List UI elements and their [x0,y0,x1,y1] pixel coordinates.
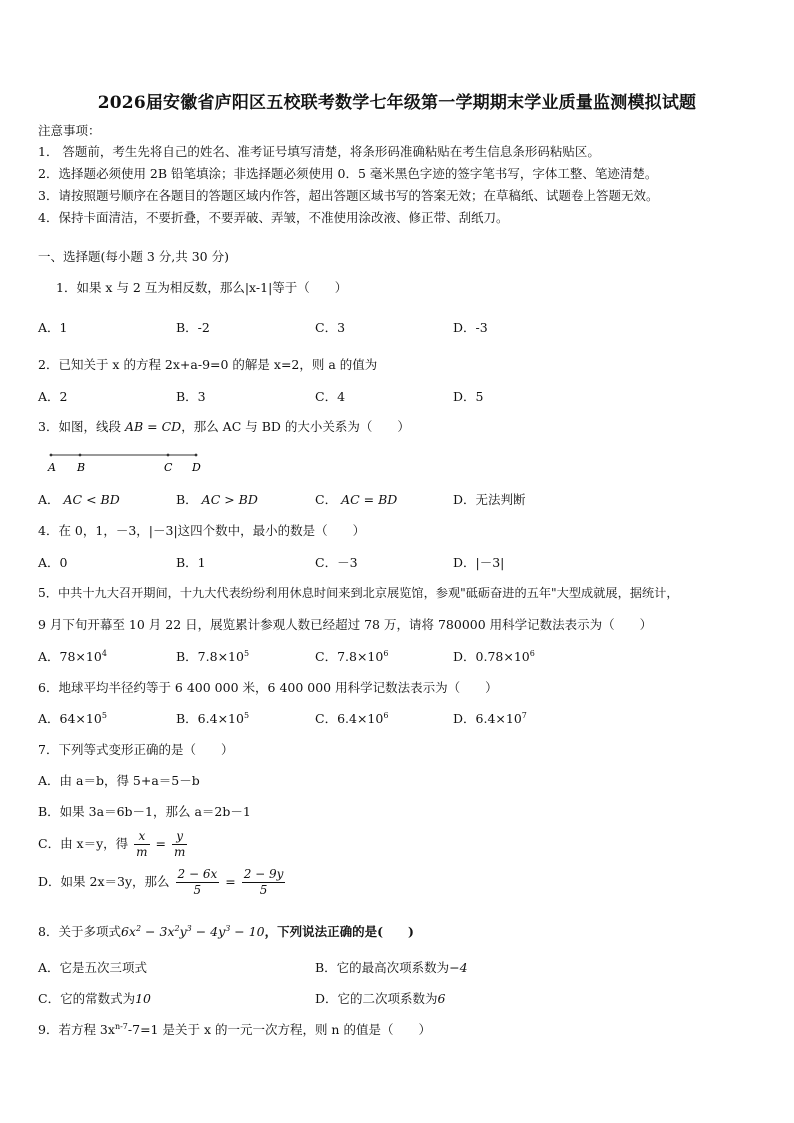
point-label-a: A [48,461,56,474]
fraction: $\frac{2 - 6x}{5}$ [177,867,218,897]
q6-option-d: D．$6.4\times 10^7$ [453,710,527,726]
option-text: 无法判断 [475,492,526,507]
option-label: B． [176,492,198,507]
question-1-stem: 1．如果 x 与 2 互为相反数，那么|x-1|等于（ ） [56,280,348,295]
fraction: $\frac{y}{m}$ [173,829,186,859]
q5-option-b: B．$7.8\times 10^5$ [176,648,250,664]
option-math: AC < BD [63,492,120,507]
q1-option-b: B．-2 [176,320,210,335]
q5-option-c: C．$7.8\times 10^6$ [315,648,389,664]
question-5-stem-line2: 9 月下旬开幕至 10 月 22 日，展览累计参观人数已经超过 78 万，请将 780000 用科学记数法表示为（ ） [38,617,653,632]
option-label: A． [38,492,60,507]
q1-option-a: A．1 [38,320,68,335]
q1-option-d: D．-3 [453,320,488,335]
q2-option-c: C．4 [315,389,346,404]
q7-option-b: B．如果 3a＝6b－1，那么 a＝2b－1 [38,804,251,819]
q7-option-d: D．如果 2x＝3y，那么 $\frac{2 - 6x}{5}$ = $\frac{2 - 9y}{5}$ [38,867,284,897]
fraction: $\frac{2 - 9y}{5}$ [243,867,284,897]
q7-option-a: A．由 a＝b，得 5+a＝5－b [38,773,200,788]
q3-option-c [315,490,397,508]
fraction: $\frac{x}{m}$ [136,829,148,859]
q3-stem-post: ，那么 AC 与 BD 的大小关系为（ ） [181,419,410,434]
q2-option-d: D．5 [453,389,484,404]
question-9-stem: 9．若方程 $3x^{n-7}-7=1$ 是关于 x 的一元一次方程，则 n 的值是（ ） [38,1021,431,1037]
note-item: 2．选择题必须使用 2B 铅笔填涂；非选择题必须使用 0．5 毫米黑色字迹的签字笔书写，字体工整、笔迹清楚。 [38,166,658,181]
q7-option-c: C．由 x＝y，得 $\frac{x}{m}$ = $\frac{y}{m}$ [38,829,186,859]
q5-option-a: A．$78\times 10^4$ [38,648,107,664]
q8-option-d: D．它的二次项系数为6 [315,991,446,1006]
q5-option-d: D．$0.78\times 10^6$ [453,648,535,664]
note-item: 4．保持卡面清洁，不要折叠，不要弄破、弄皱，不准使用涂改液、修正带、刮纸刀。 [38,210,509,225]
q4-option-c: C．－3 [315,555,358,570]
q4-option-d: D．|－3| [453,555,505,570]
note-item: 1． 答题前，考生先将自己的姓名、准考证号填写清楚，将条形码准确粘贴在考生信息条形码粘贴区。 [38,144,600,159]
q4-option-b: B．1 [176,555,206,570]
note-item: 3．请按照题号顺序在各题目的答题区域内作答，超出答题区域书写的答案无效；在草稿纸、试题卷上答题无效。 [38,188,659,203]
stem-text: ，下列说法正确的是( ) [264,924,414,939]
q6-option-b: B．$6.4\times 10^5$ [176,710,250,726]
question-4-stem: 4．在 0，1，－3，|－3|这四个数中，最小的数是（ ） [38,523,366,538]
question-3-stem [38,417,410,435]
page-title: 2026届安徽省庐阳区五校联考数学七年级第一学期期末学业质量监测模拟试题 [97,93,697,113]
q3-option-a [38,490,120,508]
q6-option-c: C．$6.4\times 10^6$ [315,710,389,726]
q8-option-a: A．它是五次三项式 [38,960,148,975]
question-5-stem-line1: 5．中共十九大召开期间，十九大代表纷纷利用休息时间来到北京展览馆，参观"砥砺奋进的五年"大型成就展，据统计， [38,586,679,600]
point-label-b: B [77,461,86,474]
question-7-stem: 7．下列等式变形正确的是（ ） [38,742,234,757]
q3-stem-math: AB = CD [124,419,182,434]
question-2-stem: 2．已知关于 x 的方程 2x+a-9=0 的解是 x=2，则 a 的值为 [38,357,378,372]
option-label: D． [453,492,476,507]
option-math: AC = BD [341,492,398,507]
q8-option-c: C．它的常数式为10 [38,991,151,1006]
option-text: D．如果 2x＝3y，那么 [38,874,170,889]
q4-option-a: A．0 [38,555,68,570]
q2-option-b: B．3 [176,389,206,404]
option-label: C． [315,492,338,507]
line-segment-figure [40,448,215,474]
question-8-stem [38,922,414,940]
option-math: AC > BD [201,492,258,507]
notes-heading: 注意事项： [38,123,101,138]
section-heading: 一、选择题(每小题 3 分,共 30 分) [38,249,229,264]
option-text: C．由 x＝y，得 [38,836,129,851]
stem-text: 8．关于多项式 [38,924,121,939]
q2-option-a: A．2 [38,389,68,404]
q8-option-b: B．它的最高次项系数为−4 [315,960,468,975]
q1-option-c: C．3 [315,320,346,335]
q6-option-a: A．$64\times 10^5$ [38,710,107,726]
q3-option-b [176,490,258,508]
point-label-c: C [164,461,173,474]
polynomial: $6x^2 - 3x^2y^3 - 4y^3 - 10$ [120,923,265,939]
question-6-stem: 6．地球平均半径约等于 6 400 000 米，6 400 000 用科学记数法表示为（ ） [38,680,498,695]
q3-option-d [453,490,526,508]
point-label-d: D [192,461,201,474]
q3-stem-pre: 3．如图，线段 [38,419,121,434]
